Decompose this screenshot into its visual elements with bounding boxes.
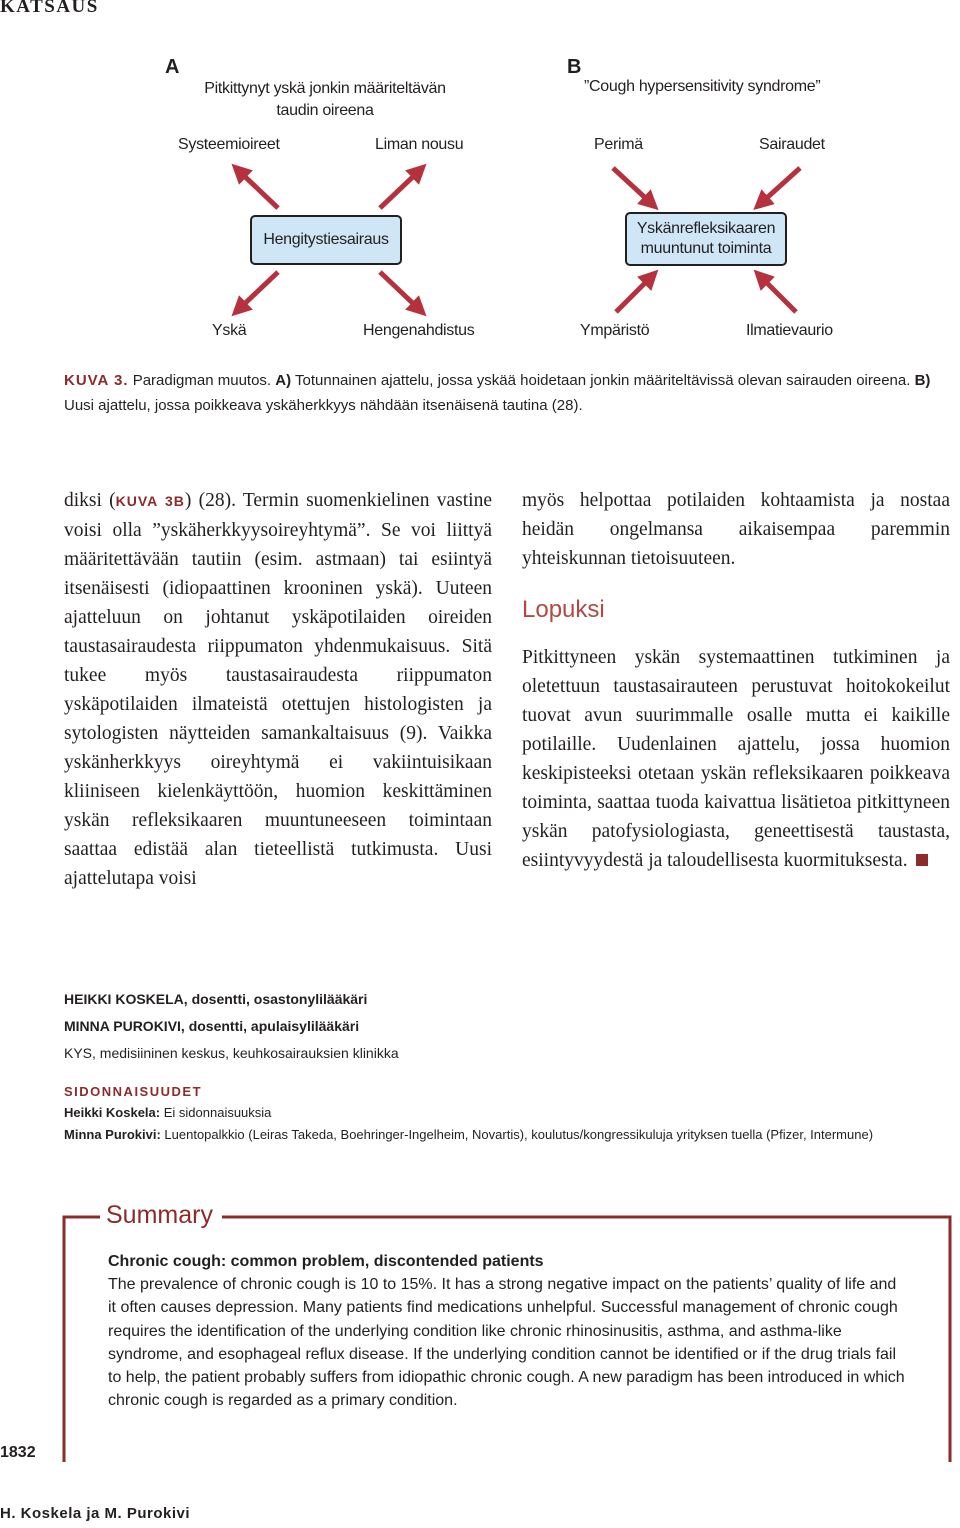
- author-2: MINNA PUROKIVI, dosentti, apulaisylilääkäri: [64, 1018, 360, 1034]
- panel-b-box: Yskänrefleksikaaren muuntunut toiminta: [625, 212, 787, 266]
- panel-b-top-left: Perimä: [594, 136, 643, 153]
- panel-b-title: ”Cough hypersensitivity syndrome”: [584, 78, 821, 95]
- panel-a-top-right: Liman nousu: [375, 136, 464, 153]
- author-1: HEIKKI KOSKELA, dosentti, osastonylilääkäri: [64, 991, 368, 1007]
- panel-a-box: Hengitystiesairaus: [250, 215, 402, 265]
- summary-title: Summary: [100, 1201, 219, 1230]
- panel-a-letter: A: [165, 56, 180, 78]
- panel-a-bottom-left: Yskä: [212, 322, 247, 339]
- figure-caption: KUVA 3. Paradigman muutos. A) Totunnainen ajattelu, jossa yskää hoidetaan jonkin määriteltävissä olevan sairauden oireena. B) Uusi ajattelu, jossa poikkeava yskäherkkyys nähdään itsenäisenä tautina (28).: [64, 372, 931, 414]
- panel-a-top-left: Systeemioireet: [178, 136, 280, 153]
- summary-text: [108, 1250, 908, 1412]
- panel-b-top-right: Sairaudet: [759, 136, 825, 153]
- panel-a-title: Pitkittynyt yskä jonkin määriteltävän taudin oireena: [204, 80, 446, 119]
- disclosures-heading: SIDONNAISUUDET: [64, 1084, 203, 1099]
- summary-heading: Chronic cough: common problem, discontended patients: [108, 1253, 544, 1270]
- figure-reference: KUVA 3B: [115, 493, 185, 509]
- panel-a-bottom-right: Hengenahdistus: [363, 322, 475, 339]
- summary-body: The prevalence of chronic cough is 10 to 15%. It has a strong negative impact on the patients’ quality of life and it often causes depression. Many patients find medications unhelpful. Successful management of chronic cough requires the identification of the underlying condition like chronic rhinosinusitis, asthma, and asthma-like syndrome, and esophageal reflux disease. If the underlying condition cannot be identified or if the drug trials fail to help, the patient probably suffers from idiopathic chronic cough. A new paradigm has been introduced in which chronic cough is regarded as a primary condition.: [108, 1276, 905, 1410]
- section-heading: Lopuksi: [522, 596, 605, 623]
- page-number: 1832: [0, 1444, 36, 1461]
- affiliation: KYS, medisiininen keskus, keuhkosairauksien klinikka: [64, 1045, 399, 1061]
- footer-authors: H. Koskela ja M. Purokivi: [0, 1505, 191, 1522]
- panel-b-bottom-right: Ilmatievaurio: [746, 322, 833, 339]
- panel-b-letter: B: [567, 56, 582, 78]
- disclosure-1: Heikki Koskela: Ei sidonnaisuuksia: [64, 1105, 272, 1120]
- paragraph-2: Pitkittyneen yskän systemaattinen tutkiminen ja oletettuun taustasairauteen perustuvat hoitokokeilut tuovat avun suurimmalle osalle mutta ei kaikille potilaille. Uudenlainen ajattelu, jossa huomion keskipisteeksi otetaan yskän refleksikaaren poikkeava toiminta, saattaa tuoda kaivattua lisätietoa pitkittyneen yskän patofysiologiasta, geneettisestä taustasta, esiintyvyydestä ja taloudellisesta kuormituksesta.: [522, 647, 950, 871]
- disclosure-2: Minna Purokivi: Luentopalkkio (Leiras Takeda, Boehringer-Ingelheim, Novartis), koulutus/kongressikuluja yrityksen tuella (Pfizer, Intermune): [64, 1127, 874, 1142]
- section-title: KATSAUS: [0, 0, 99, 17]
- paragraph-1: myös helpottaa potilaiden kohtaamista ja nostaa heidän ongelmansa aikaisempaa paremmin yhteiskunnan tietoisuuteen.: [522, 490, 950, 569]
- panel-b-bottom-left: Ympäristö: [580, 322, 650, 339]
- body-column-left: diksi (KUVA 3B) (28). Termin suomenkielinen vastine voisi olla ”yskäherkkyysoireyhtymä”. Se voi liittyä määritettävään tautiin (esim. astmaan) tai esiintyä itsenäisesti (idiopaattinen krooninen yskä). Uuteen ajatteluun on johtanut yskäpotilaiden oireiden taustasairaudesta riippumaton yhdenmukaisuus. Sitä tukee myös taustasairaudesta riippumaton yskäpotilaiden ilmateistä otettujen histologisten ja sytologisten näytteiden samankaltaisuus (9). Vaikka yskänherkkyys oireyhtymä ei vakiintuisikaan kliiniseen kielenkäyttöön, huomion keskittäminen yskän refleksikaaren muuntuneeseen toimintaan saattaa edistää alan tieteellistä tutkimusta. Uusi ajattelutapa voisi: [64, 490, 493, 889]
